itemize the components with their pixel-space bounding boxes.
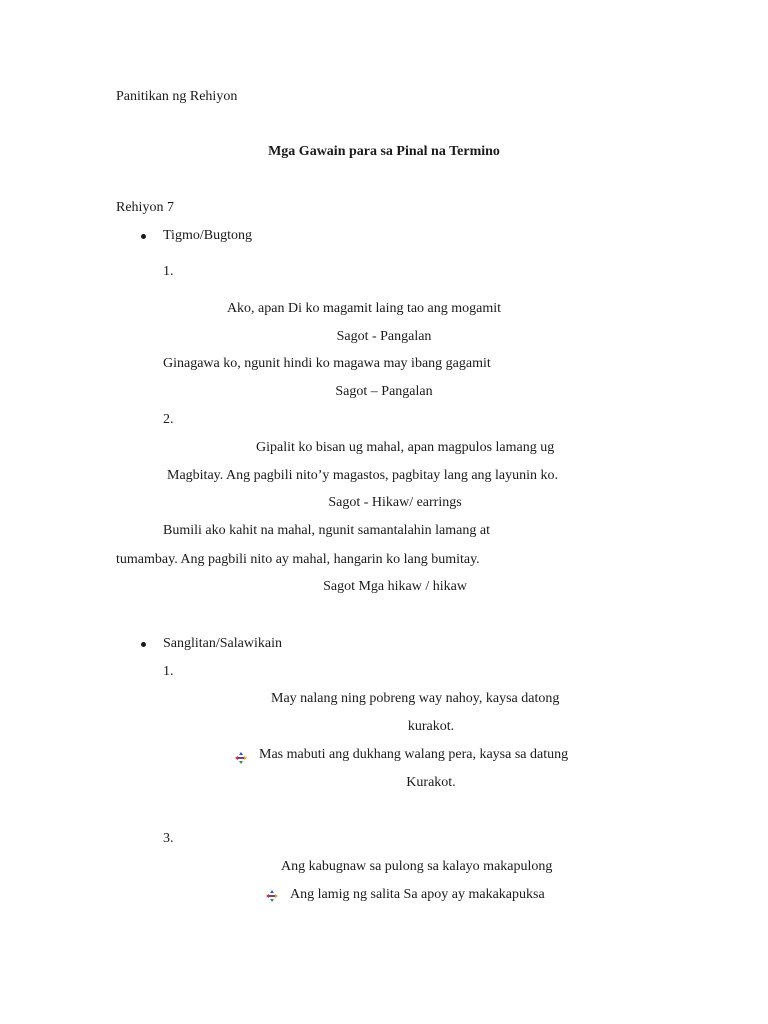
riddle-line: Magbitay. Ang pagbili nito’y magastos, pagbitay lang ang layunin ko.	[167, 468, 559, 483]
bullet-icon	[141, 642, 146, 647]
translation-line: Ginagawa ko, ngunit hindi ko magawa may ibang gagamit	[163, 356, 491, 371]
translation-line: Mas mabuti ang dukhang walang pera, kaysa sa datung	[259, 747, 569, 762]
section-heading-sanglitan: Sanglitan/Salawikain	[163, 636, 282, 651]
answer-line: Sagot – Pangalan	[335, 384, 433, 399]
item-number: 3.	[163, 831, 174, 846]
document-header: Panitikan ng Rehiyon	[116, 89, 238, 104]
answer-line: Sagot - Hikaw/ earrings	[328, 495, 462, 510]
document-title: Mga Gawain para sa Pinal na Termino	[268, 144, 500, 159]
translation-line: tumambay. Ang pagbili nito ay mahal, hangarin ko lang bumitay.	[116, 552, 480, 567]
riddle-line: Ako, apan Di ko magamit laing tao ang mogamit	[226, 301, 502, 316]
proverb-line: kurakot.	[407, 719, 455, 734]
proverb-line: May nalang ning pobreng way nahoy, kaysa datong	[271, 691, 560, 706]
item-number: 1.	[163, 664, 174, 679]
translation-line: Bumili ako kahit na mahal, ngunit samantalahin lamang at	[163, 523, 490, 538]
arrow-bullet-icon	[266, 890, 278, 902]
arrow-bullet-icon	[235, 752, 247, 764]
proverb-line: Ang kabugnaw sa pulong sa kalayo makapulong	[281, 859, 553, 874]
section-heading-tigmo: Tigmo/Bugtong	[163, 228, 252, 243]
item-number: 2.	[163, 412, 174, 427]
riddle-line: Gipalit ko bisan ug mahal, apan magpulos lamang ug	[256, 440, 555, 455]
item-number: 1.	[163, 264, 174, 279]
translation-line: Kurakot.	[406, 775, 456, 790]
region-heading: Rehiyon 7	[116, 200, 174, 215]
bullet-icon	[141, 234, 146, 239]
answer-line: Sagot Mga hikaw / hikaw	[323, 579, 467, 594]
translation-line: Ang lamig ng salita Sa apoy ay makakapuksa	[290, 887, 545, 902]
answer-line: Sagot - Pangalan	[336, 329, 432, 344]
